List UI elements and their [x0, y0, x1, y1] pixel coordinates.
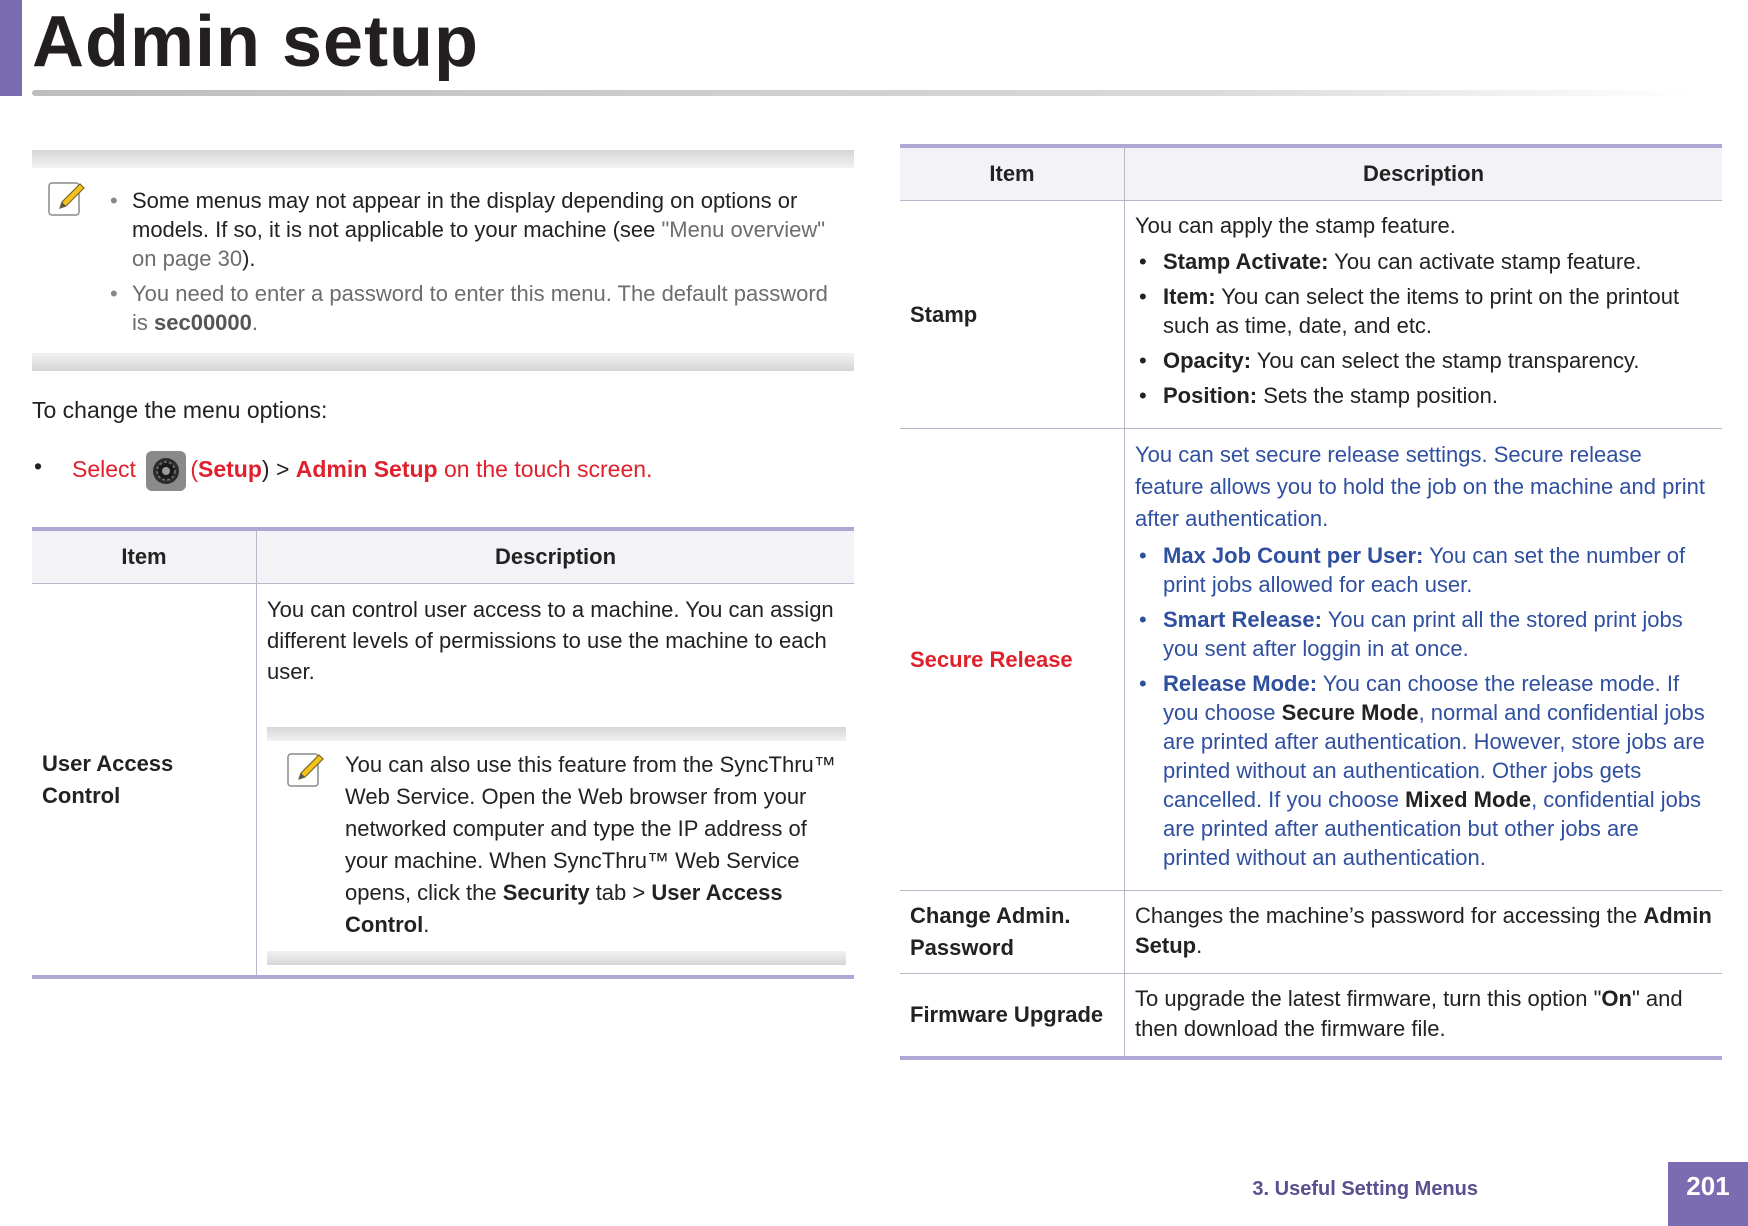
list-item: • Item: You can select the items to print on the printout such as time, date, and etc. [1139, 284, 1680, 338]
firmware-upgrade-item: Firmware Upgrade [900, 974, 1125, 1059]
page-number: 201 [1668, 1162, 1748, 1226]
user-access-control-item: User Access Control [32, 584, 257, 978]
table-row [900, 974, 1722, 1059]
pencil-note-icon [285, 749, 325, 789]
intro-text: To change the menu options: [32, 397, 328, 423]
list-item: • Smart Release: You can print all the stored print jobs you sent after loggin in at once. [1139, 607, 1683, 661]
list-item: • Position: Sets the stamp position. [1139, 383, 1499, 408]
intro-step: • Select (Setup) > Admin Setup on the touch screen. [32, 451, 854, 491]
user-access-control-desc: You can control user access to a machine. You can assign different levels of permissions to use the machine to each user. [267, 597, 834, 684]
list-item: • Release Mode: You can choose the release mode. If you choose Secure Mode, normal and confidential jobs are printed after authentication. However, store jobs are printed without an authentication. Other jobs gets cancelled. If you choose Mixed Mode, confidential jobs are printed after authentication but other jobs are printed without an authentication. [1139, 671, 1705, 870]
note-bullet-menus: • Some menus may not appear in the display depending on options or models. If so, it is not applicable to your machine (see "Menu overview" on page 30). [110, 188, 826, 271]
secure-release-options-list [1135, 541, 1712, 872]
pencil-note-icon [46, 178, 86, 218]
footer-section-label: 3. Useful Setting Menus [1252, 1178, 1478, 1200]
change-admin-password-desc: Changes the machine’s password for accessing the Admin Setup. [1125, 891, 1723, 974]
stamp-intro: You can apply the stamp feature. [1135, 213, 1456, 238]
list-item: • Opacity: You can select the stamp transparency. [1139, 348, 1640, 373]
right-column [900, 144, 1722, 1060]
table-row [900, 429, 1722, 891]
header-accent-bar [0, 0, 22, 96]
right-header-item: Item [900, 146, 1125, 201]
right-header-description: Description [1125, 146, 1723, 201]
inner-note-text: You can also use this feature from the SyncThru™ Web Service. Open the Web browser from your networked computer and type the IP address of your machine. When SyncThru™ Web Service opens, click the Security tab > User Access Control. [345, 752, 836, 937]
menu-overview-link[interactable]: "Menu overview" on page 30 [132, 217, 826, 271]
note-bullet-password: • You need to enter a password to enter this menu. The default password is sec00000. [110, 281, 828, 335]
change-admin-password-item: Change Admin. Password [900, 891, 1125, 974]
table-row [900, 891, 1722, 974]
secure-release-intro: You can set secure release settings. Secure release feature allows you to hold the job on the machine and print after authentication. [1135, 442, 1705, 531]
list-item: • Stamp Activate: You can activate stamp feature. [1139, 249, 1642, 274]
inner-note-box [267, 727, 846, 965]
left-table [32, 527, 854, 979]
default-password: sec00000 [154, 310, 252, 335]
title-rule [32, 90, 1692, 96]
page-title: Admin setup [32, 2, 480, 82]
table-row [900, 201, 1722, 429]
table-row [32, 584, 854, 978]
stamp-options-list [1135, 247, 1712, 410]
stamp-item: Stamp [900, 201, 1125, 429]
note-box [32, 150, 854, 371]
list-item: • Max Job Count per User: You can set the number of print jobs allowed for each user. [1139, 543, 1686, 597]
secure-release-item: Secure Release [900, 429, 1125, 891]
left-header-description: Description [257, 529, 855, 584]
gear-setup-icon [146, 451, 186, 491]
left-header-item: Item [32, 529, 257, 584]
firmware-upgrade-desc: To upgrade the latest firmware, turn this option "On" and then download the firmware file. [1125, 974, 1723, 1059]
left-column [32, 150, 854, 979]
right-table [900, 144, 1722, 1060]
